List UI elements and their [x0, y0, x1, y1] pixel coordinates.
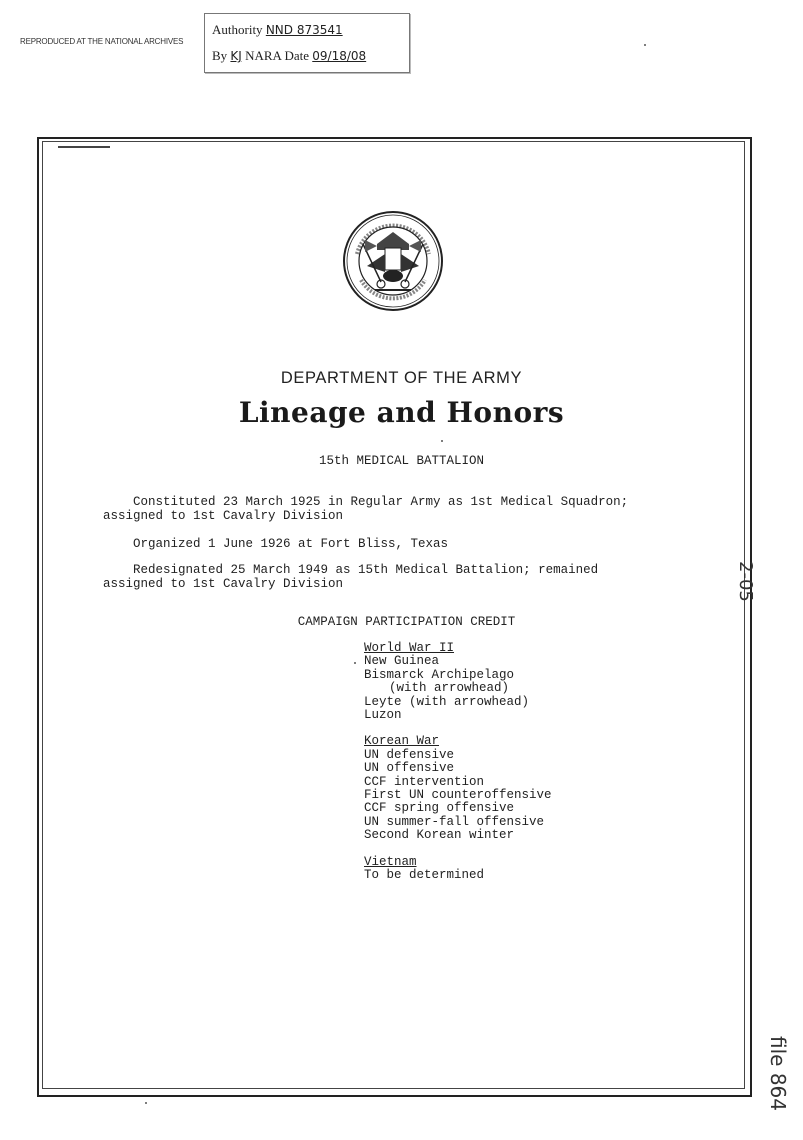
campaign-item: CCF intervention	[364, 774, 485, 789]
campaign-item: Luzon	[364, 708, 402, 723]
campaign-item: Bismarck Archipelago	[364, 667, 515, 682]
campaign-list	[364, 642, 552, 883]
lineage-paragraph-redesignated: Redesignated 25 March 1949 as 15th Medical Battalion; remained assigned to 1st Cavalry Division	[103, 563, 599, 591]
campaign-item: CCF spring offensive	[364, 801, 515, 816]
scan-speck	[145, 1102, 147, 1104]
war-heading: Vietnam	[364, 854, 417, 869]
campaign-item: To be determined	[364, 868, 485, 883]
scan-speck	[644, 44, 646, 46]
scan-speck	[441, 440, 443, 442]
campaign-item: UN defensive	[364, 747, 455, 762]
war-heading: World War II	[364, 641, 455, 655]
border-mark	[58, 146, 110, 148]
unit-name: 15th MEDICAL BATTALION	[318, 454, 485, 468]
document-title: Lineage and Honors	[238, 396, 565, 429]
stamp-by-row	[212, 48, 366, 64]
nara-date-label: NARA Date	[245, 48, 310, 63]
reproduced-notice: REPRODUCED AT THE NATIONAL ARCHIVES	[20, 37, 184, 46]
campaign-item: UN summer-fall offensive	[364, 814, 545, 829]
lineage-paragraph-constituted: Constituted 23 March 1925 in Regular Army as 1st Medical Squadron; assigned to 1st Cavalry Division	[103, 495, 629, 523]
stamp-authority-row	[212, 22, 343, 38]
campaign-item: Leyte (with arrowhead)	[364, 694, 530, 709]
campaign-item: New Guinea	[364, 654, 440, 669]
campaign-item: UN offensive	[364, 761, 455, 776]
department-heading: DEPARTMENT OF THE ARMY	[280, 369, 523, 387]
campaign-item: Second Korean winter	[364, 828, 515, 843]
by-value: KJ	[230, 49, 242, 63]
by-label: By	[212, 48, 228, 63]
authority-label: Authority	[212, 22, 263, 37]
margin-handwritten-file-note: file 864	[766, 1036, 790, 1111]
campaign-item: (with arrowhead)	[389, 681, 510, 696]
margin-handwritten-note: 2-05	[735, 561, 756, 602]
authority-value: NND 873541	[265, 23, 343, 37]
lineage-paragraph-organized: Organized 1 June 1926 at Fort Bliss, Texas	[103, 537, 449, 551]
army-seal-icon	[337, 210, 449, 312]
authority-stamp	[204, 13, 410, 73]
nara-date-value: 09/18/08	[312, 49, 367, 63]
scan-speck	[354, 662, 356, 664]
campaign-item: First UN counteroffensive	[364, 788, 552, 803]
campaign-credit-heading: CAMPAIGN PARTICIPATION CREDIT	[297, 615, 516, 629]
war-heading: Korean War	[364, 734, 440, 749]
